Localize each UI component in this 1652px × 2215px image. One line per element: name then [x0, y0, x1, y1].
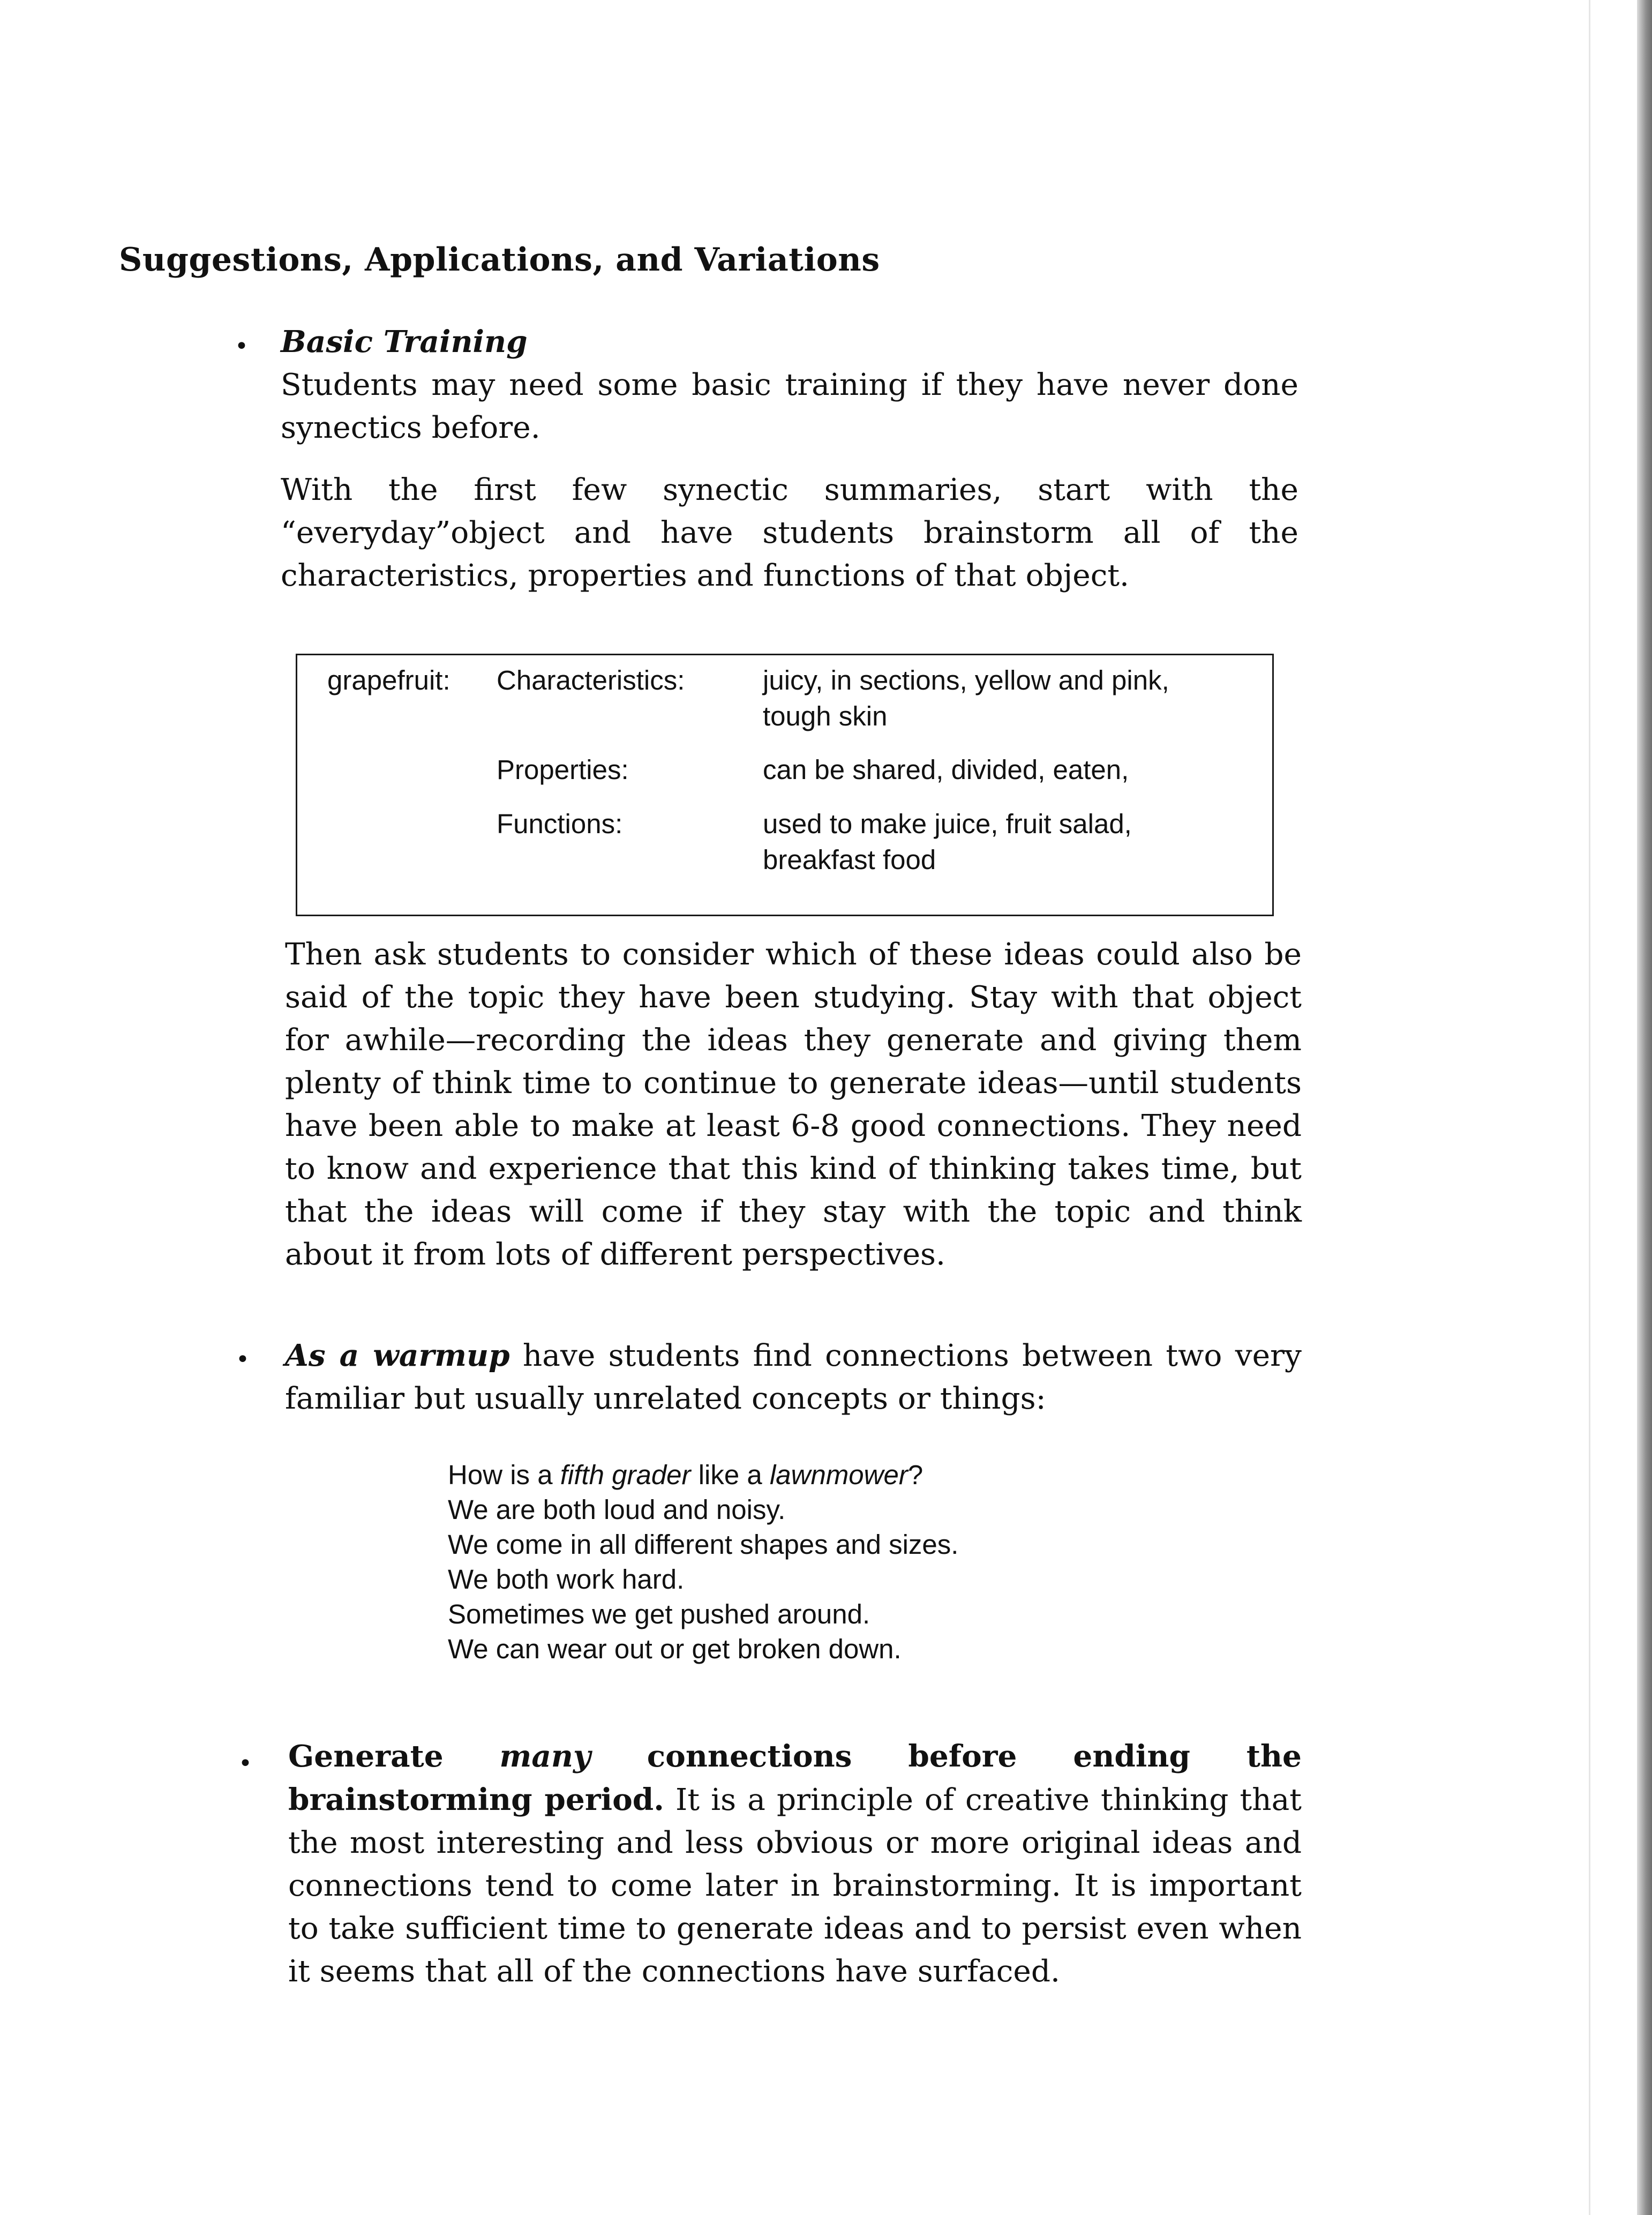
question-term-1: fifth grader — [560, 1460, 691, 1490]
example-value-properties-1: can be shared, divided, eaten, — [763, 754, 1129, 785]
example-label-properties: Properties: — [497, 754, 629, 785]
basic-training-paragraph-1: Students may need some basic training if they have never done synectics before. — [281, 368, 1298, 445]
warmup-paragraph — [285, 1334, 1302, 1420]
example-object: grapefruit: — [327, 665, 450, 695]
basic-training-section — [281, 320, 1298, 597]
warmup-answer: Sometimes we get pushed around. — [448, 1599, 870, 1629]
question-prefix: How is a — [448, 1460, 560, 1490]
page-edge-line — [1589, 0, 1590, 2215]
generate-lead-emphasis: many — [499, 1739, 591, 1774]
warmup-answer: We both work hard. — [448, 1564, 685, 1595]
generate-paragraph — [288, 1735, 1302, 1993]
basic-training-paragraph-2: With the first few synectic summaries, start with the “everyday”object and have students brainstorm all of the characteristics, properties and functions of that object. — [281, 473, 1298, 593]
example-value-functions-2: breakfast food — [763, 844, 936, 875]
bullet-generate: • — [238, 1750, 252, 1777]
question-suffix: ? — [907, 1460, 923, 1490]
warmup-answer: We are both loud and noisy. — [448, 1494, 786, 1525]
warmup-answer: We come in all different shapes and sizes. — [448, 1529, 959, 1560]
warmup-example-list — [448, 1457, 958, 1666]
scanner-edge-shadow — [1637, 0, 1652, 2215]
basic-training-title: Basic Training — [281, 324, 528, 360]
generate-lead-2: connections before ending the brainstorming period. — [288, 1739, 1302, 1817]
generate-text: It is a principle of creative thinking that the most interesting and less obvious or more original ideas and connections tend to come later in brainstorming. It is important to take sufficient time to generate ideas and to persist even when it seems that all of the connections have surfaced. — [288, 1783, 1302, 1989]
example-value-characteristics-1: juicy, in sections, yellow and pink, — [763, 665, 1169, 695]
question-term-2: lawnmower — [769, 1460, 908, 1490]
bullet-warmup: • — [236, 1346, 250, 1373]
warmup-text: have students find connections between two very familiar but usually unrelated concepts or things: — [285, 1338, 1302, 1416]
example-value-characteristics-2: tough skin — [763, 701, 888, 731]
example-label-functions: Functions: — [497, 809, 623, 839]
bullet-basic-training: • — [235, 333, 249, 360]
grapefruit-example-box — [296, 654, 1274, 916]
example-label-characteristics: Characteristics: — [497, 665, 685, 695]
warmup-lead: As a warmup — [285, 1338, 510, 1373]
example-value-functions-1: used to make juice, fruit salad, — [763, 809, 1132, 839]
generate-lead-1: Generate — [288, 1739, 500, 1774]
section-heading: Suggestions, Applications, and Variations — [119, 241, 880, 279]
warmup-question — [448, 1457, 958, 1492]
follow-up-paragraph: Then ask students to consider which of these ideas could also be said of the topic they have been studying. Stay with that object for awhile—recording the ideas they generate and giving them plenty of think time to continue to generate ideas—until students have been able to make at least 6-8 good connections. They need to know and experience that this kind of thinking takes time, but that the ideas will come if they stay with the topic and think about it from lots of different perspectives. — [285, 937, 1302, 1272]
question-middle: like a — [690, 1460, 770, 1490]
warmup-answer: We can wear out or get broken down. — [448, 1634, 902, 1664]
